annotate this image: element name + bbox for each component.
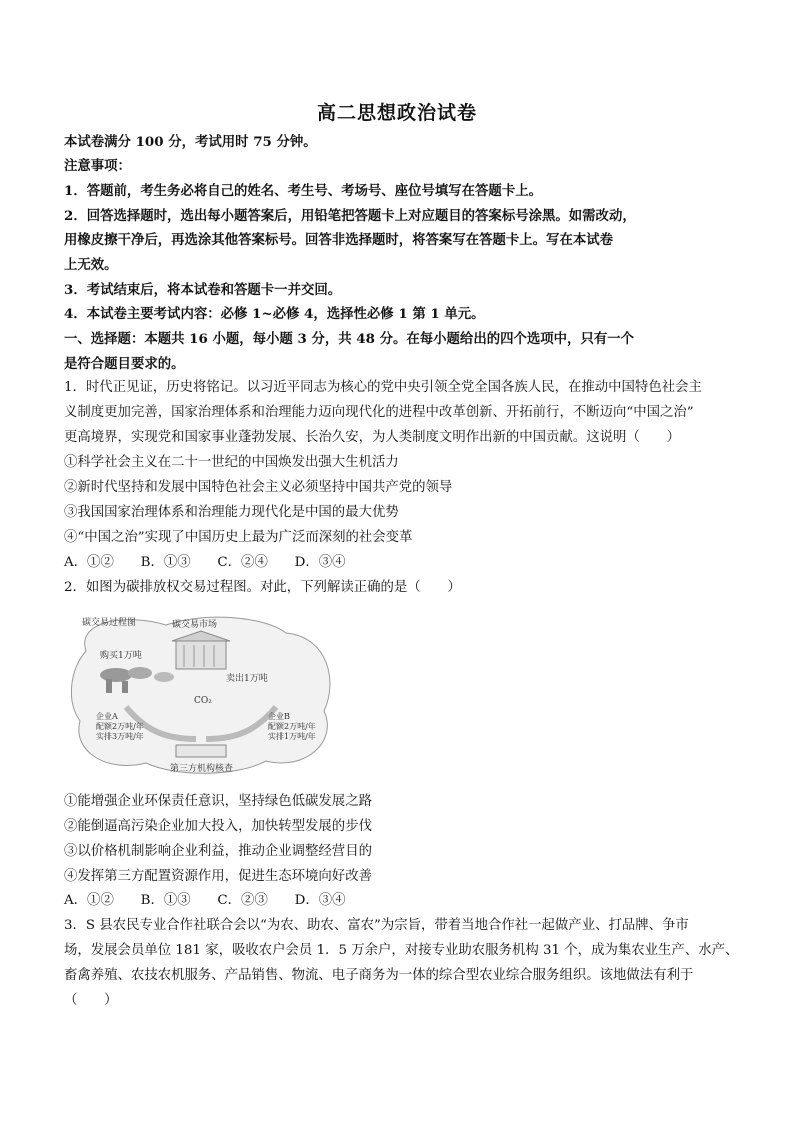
question-3-stem: （ ） (64, 993, 118, 1008)
question-1-stem: 1．时代正见证，历史将铭记。以习近平同志为核心的党中央引领全党全国各族人民，在推动中国特色社会主 (64, 380, 702, 395)
question-2-statement: ①能增强企业环保责任意识，坚持绿色低碳发展之路 (64, 794, 372, 809)
diagram-title: 碳交易过程图 (82, 618, 137, 628)
enterprise-b-quota: 配额2万吨/年 (268, 722, 316, 731)
enterprise-a-quota: 配额2万吨/年 (96, 722, 144, 731)
exam-title: 高二思想政治试卷 (316, 102, 477, 124)
question-2-stem: 2．如图为碳排放权交易过程图。对此，下列解读正确的是（ ） (64, 580, 461, 595)
question-1-stem: 更高境界，实现党和国家事业蓬勃发展、长治久安，为人类制度文明作出新的中国贡献。这说明（ ） (64, 430, 680, 445)
notice-item: 用橡皮擦干净后，再选涂其他答案标号。回答非选择题时，将答案写在答题卡上。写在本试卷 (64, 232, 614, 248)
co2-label: CO₂ (194, 696, 212, 706)
market-label: 碳交易市场 (172, 620, 218, 630)
enterprise-a-emission: 实排3万吨/年 (96, 732, 144, 741)
intro-line: 本试卷满分 100 分，考试用时 75 分钟。 (64, 134, 317, 150)
question-3-stem: 畜禽养殖、农技农机服务、产品销售、物流、电子商务为一体的综合型农业综合服务组织。该地做法有利于 (64, 968, 694, 983)
notice-item: 2．回答选择题时，选出每小题答案后，用铅笔把答题卡上对应题目的答案标号涂黑。如需改动， (64, 208, 636, 224)
question-1-statement: ④“中国之治”实现了中国历史上最为广泛而深刻的社会变革 (64, 530, 413, 545)
notice-item: 3．考试结束后，将本试卷和答题卡一并交回。 (64, 282, 342, 298)
question-1-statement: ③我国国家治理体系和治理能力现代化是中国的最大优势 (64, 505, 399, 520)
section-heading: 一、选择题：本题共 16 小题，每小题 3 分，共 48 分。在每小题给出的四个选项中，只有一个 (64, 331, 635, 347)
question-3-stem: 3．S 县农民专业合作社联合会以“为农、助农、富农”为宗旨，带着当地合作社一起做产业、打品牌、争市 (64, 918, 689, 933)
carbon-trading-diagram (66, 611, 338, 779)
notice-item: 1．答题前，考生务必将自己的姓名、考生号、考场号、座位号填写在答题卡上。 (64, 183, 542, 199)
enterprise-b-emission: 实排1万吨/年 (268, 732, 316, 741)
verify-label: 第三方机构核查 (170, 764, 234, 774)
question-1-stem: 义制度更加完善，国家治理体系和治理能力迈向现代化的进程中改革创新、开拓前行，不断迈向“中国之治” (64, 405, 694, 420)
question-2-statement: ④发挥第三方配置资源作用，促进生态环境向好改善 (64, 869, 372, 884)
notice-item: 上无效。 (64, 257, 118, 273)
notice-item: 4．本试卷主要考试内容：必修 1~必修 4，选择性必修 1 第 1 单元。 (64, 306, 485, 322)
question-3-stem: 场，发展会员单位 181 家，吸收农户会员 1．5 万余户，对接专业助农服务机构 31 个，成为集农业生产、水产、 (64, 943, 739, 958)
notice-heading: 注意事项： (64, 158, 131, 174)
question-2-statement: ②能倒逼高污染企业加大投入，加快转型发展的步伐 (64, 819, 372, 834)
buy-label: 购买1万吨 (100, 651, 142, 661)
sell-label: 卖出1万吨 (226, 674, 268, 684)
question-1-options: A．①② B．①③ C．②④ D．③④ (64, 555, 346, 570)
question-1-statement: ①科学社会主义在二十一世纪的中国焕发出强大生机活力 (64, 455, 399, 470)
question-1-statement: ②新时代坚持和发展中国特色社会主义必须坚持中国共产党的领导 (64, 480, 453, 495)
section-heading: 是符合题目要求的。 (64, 356, 185, 372)
question-2-options: A．①② B．①③ C．②③ D．③④ (64, 893, 346, 908)
question-2-statement: ③以价格机制影响企业利益，推动企业调整经营目的 (64, 844, 372, 859)
verification-desk-icon (176, 745, 226, 757)
enterprise-b-name: 企业B (268, 712, 290, 721)
enterprise-a-name: 企业A (96, 712, 118, 721)
